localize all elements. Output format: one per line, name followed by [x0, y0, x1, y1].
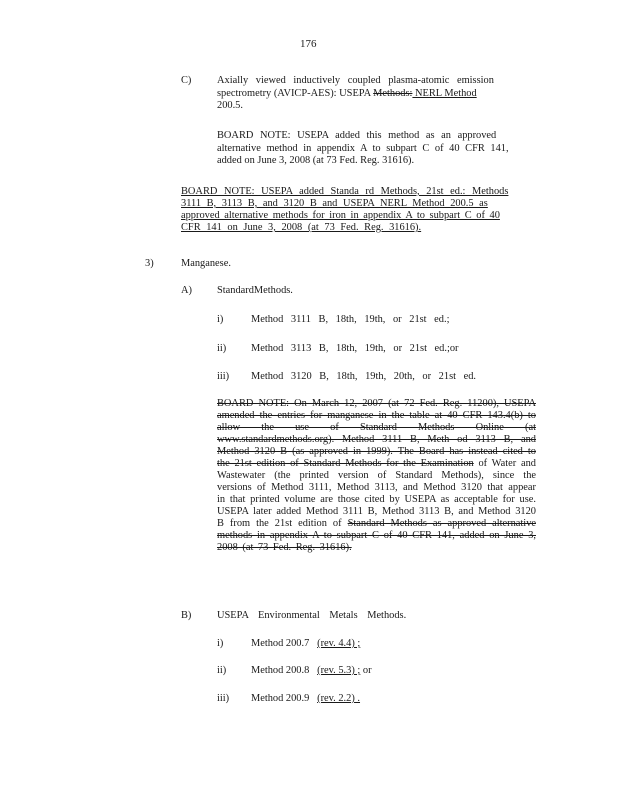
manganese-board-note	[217, 398, 536, 554]
section-c-line3: 200.5.	[217, 100, 243, 111]
page-number: 176	[300, 38, 317, 50]
standard-methods-label: A)	[181, 285, 192, 296]
metals-item	[251, 665, 372, 677]
metals-item-rev: (rev. 5.3) ;	[317, 665, 361, 676]
method-item-text: Method 3111 B, 18th, 19th, or 21st ed.;	[251, 314, 450, 325]
metals-item-rev: (rev. 4.4) ;	[317, 638, 361, 649]
metals-item	[251, 638, 360, 650]
metals-methods-label: B)	[181, 610, 192, 621]
metals-item-label: ii)	[217, 665, 227, 676]
section-c-note-line2: alternative method in appendix A to subpart C of 40 CFR 141,	[217, 143, 509, 154]
method-item-text: Method 3120 B, 18th, 19th, 20th, or 21st ed.	[251, 371, 477, 382]
board-note-plain: of Water and Wastewater (the printed version of Standard Methods), since the versions of Method 3111, Method 3113, and Method 3120 that appear in that printed volume are those cited by USEPA as acceptable for use. USEPA later added Method 3111 B, Method 3113 B, and Method 3120 B from the 21st edition of	[217, 458, 536, 529]
method-item-label: iii)	[217, 371, 230, 382]
section-c-deleted-methods: Methods:	[373, 88, 413, 99]
standard-methods-title: StandardMethods.	[217, 285, 293, 296]
metals-item-method: Method 200.9	[251, 693, 310, 704]
metals-item-method: Method 200.7	[251, 638, 310, 649]
metals-item-tail: or	[360, 665, 372, 676]
section-c-line2-a: spectrometry (AVICP-AES): USEPA	[217, 88, 374, 99]
manganese-label: 3)	[145, 258, 154, 269]
metals-item-rev: (rev. 2.2) .	[317, 693, 361, 704]
section-c-label: C)	[181, 75, 192, 86]
board-note-struck-2: Standard Methods as approved alternative methods in appendix A to subpart C of 40 CFR 141, added on June 3, 2008 (at 73 Fed. Reg. 31616).	[217, 518, 536, 553]
section-c-note-line1: BOARD NOTE: USEPA added this method as an approved	[217, 130, 497, 141]
manganese-title: Manganese.	[181, 258, 231, 269]
iron-note-line1: BOARD NOTE: USEPA added Standa rd Methods, 21st ed.: Methods	[181, 186, 509, 197]
section-c-line2	[217, 88, 477, 100]
iron-note-line4: CFR 141 on June 3, 2008 (at 73 Fed. Reg. 31616).	[181, 222, 422, 233]
section-c-note-line3: added on June 3, 2008 (at 73 Fed. Reg. 31616).	[217, 155, 415, 166]
method-item-label: i)	[217, 314, 224, 325]
metals-item-method: Method 200.8	[251, 665, 310, 676]
metals-item-label: iii)	[217, 693, 230, 704]
method-item-text: Method 3113 B, 18th, 19th, or 21st ed.;or	[251, 343, 459, 354]
iron-note-line3: approved alternative methods for iron in appendix A to subpart C of 40	[181, 210, 500, 221]
section-c-line2-b: NERL Method	[412, 88, 477, 99]
metals-methods-title: USEPA Environmental Metals Methods.	[217, 610, 407, 621]
metals-item-label: i)	[217, 638, 224, 649]
metals-item	[251, 693, 360, 705]
section-c-line1: Axially viewed inductively coupled plasma-atomic emission	[217, 75, 494, 86]
method-item-label: ii)	[217, 343, 227, 354]
iron-note-line2: 3111 B, 3113 B, and 3120 B and USEPA NERL Method 200.5 as	[181, 198, 488, 209]
board-note-struck-1: BOARD NOTE: On March 12, 2007 (at 72 Fed. Reg. 11200), USEPA amended the entries for manganese in the table at 40 CFR 143.4(b) to allow the use of Standard Methods Online (at www.standardmethods.org). Method 3111 B, Meth od 3113 B, and Method 3120 B (as approved in 1999). The Board has instead cited to the 21st edition of Standard Methods for the Examination	[217, 398, 536, 469]
